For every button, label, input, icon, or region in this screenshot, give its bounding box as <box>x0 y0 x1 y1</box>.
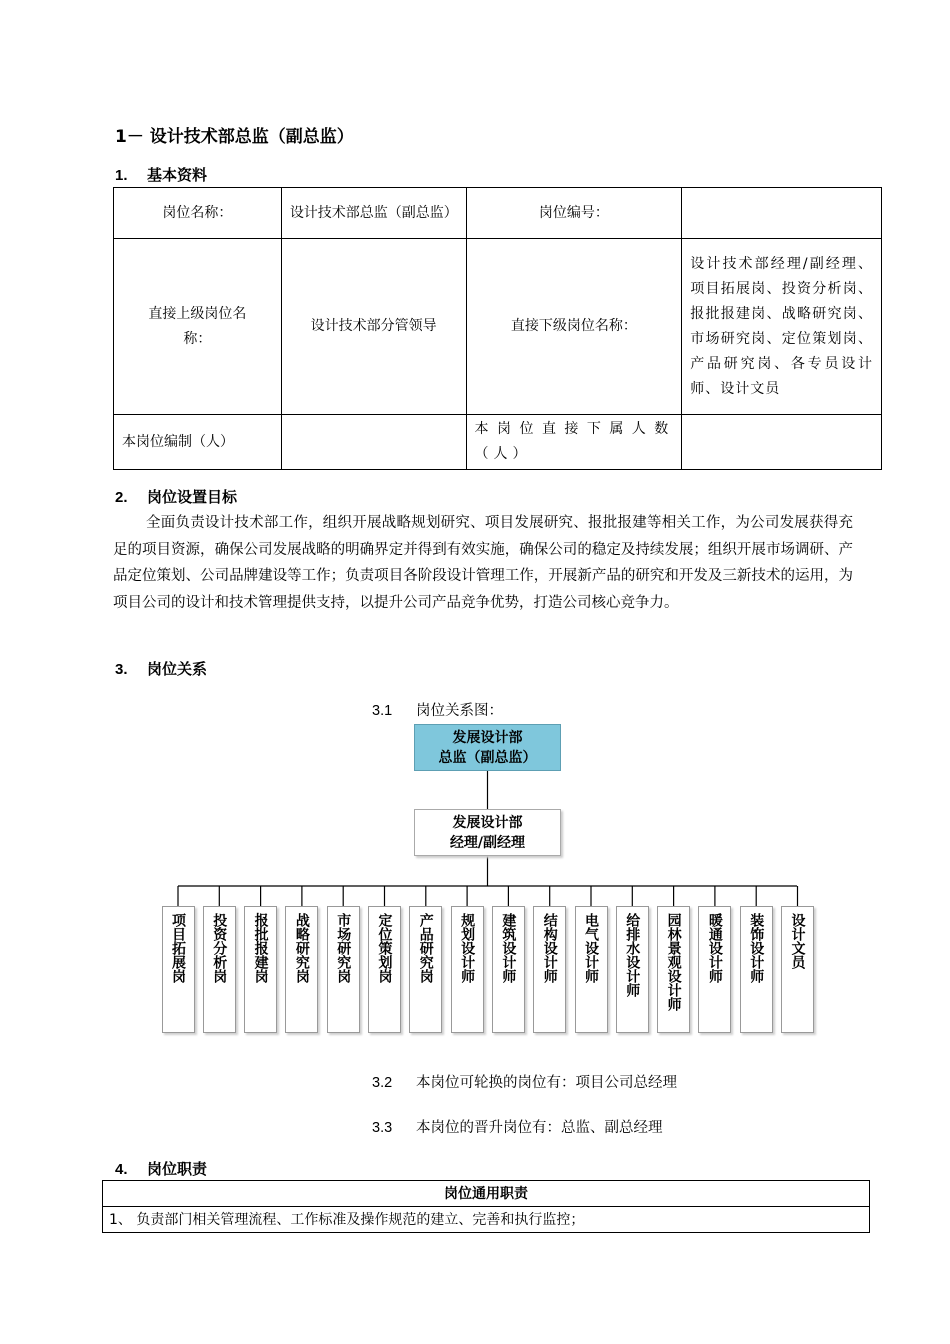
position-name-value: 设计技术部总监（副总监） <box>281 188 466 239</box>
org-subordinate-box <box>698 906 731 1033</box>
section-2-title: 岗位设置目标 <box>147 488 238 506</box>
section-4-heading <box>115 1158 207 1179</box>
org-manager-box <box>414 809 561 856</box>
org-subordinate-box <box>285 906 318 1033</box>
superior-label: 直接上级岗位名称： <box>114 239 282 415</box>
subordinate-label: 直接下级岗位名称： <box>466 239 682 415</box>
org-subordinate-box <box>162 906 195 1033</box>
position-code-label: 岗位编号： <box>466 188 682 239</box>
org-subordinate-box <box>368 906 401 1033</box>
org-subordinate-label: 装饰设计师 <box>748 913 765 983</box>
section-3-title: 岗位关系 <box>147 660 208 678</box>
org-subordinate-label: 投资分析岗 <box>211 913 228 983</box>
subsection-3-1-number: 3.1 <box>372 703 393 719</box>
document-title: 1－ 设计技术部总监（副总监） <box>115 127 354 147</box>
org-director-line2: 总监（副总监） <box>438 749 537 766</box>
subsection-3-3-text: 本岗位的晋升岗位有：总监、副总经理 <box>416 1120 663 1136</box>
org-subordinate-box <box>657 906 690 1033</box>
org-subordinate-box <box>492 906 525 1033</box>
duties-table <box>102 1180 870 1233</box>
org-subordinate-label: 报批报建岗 <box>252 913 269 983</box>
superior-value: 设计技术部分管领导 <box>281 239 466 415</box>
org-subordinate-label: 定位策划岗 <box>376 913 393 983</box>
org-subordinate-label: 暖通设计师 <box>706 913 723 983</box>
headcount-label: 本岗位编制（人） <box>114 415 282 470</box>
subsection-3-3-number: 3.3 <box>372 1120 393 1136</box>
org-subordinate-label: 电气设计师 <box>583 913 599 983</box>
org-subordinate-box <box>575 906 608 1033</box>
objective-paragraph: 全面负责设计技术部工作，组织开展战略规划研究、项目发展研究、报批报建等相关工作，为公司发展获得充足的项目资源，确保公司发展战略的明确界定并得到有效实施，确保公司的稳定及持续发展；组织开展市场调研、产品定位策划、公司品牌建设等工作；负责项目各阶段设计管理工作，开展新产品的研究和开发及三新技术的运用，为项目公司的设计和技术管理提供支持，以提升公司产品竞争优势，打造公司核心竞争力。 <box>113 515 853 611</box>
org-subordinate-label: 园林景观设计师 <box>665 913 682 1011</box>
org-subordinate-box <box>616 906 649 1033</box>
org-subordinate-box <box>451 906 484 1033</box>
direct-reports-label: 本岗位直接下属人数（人） <box>466 415 682 470</box>
org-subordinate-label: 战略研究岗 <box>293 913 310 983</box>
subsection-3-2-number: 3.2 <box>372 1075 393 1091</box>
org-subordinate-box <box>244 906 277 1033</box>
subordinate-value: 设计技术部经理/副经理、项目拓展岗、投资分析岗、报批报建岗、战略研究岗、市场研究岗、定位策划岗、产品研究岗、各专员设计师、设计文员 <box>682 239 882 415</box>
org-subordinate-box <box>327 906 360 1033</box>
section-2-number: 2. <box>115 489 128 506</box>
duties-header: 岗位通用职责 <box>103 1181 870 1207</box>
section-3-number: 3. <box>115 661 128 678</box>
subsection-3-2 <box>372 1071 677 1092</box>
subsection-3-3 <box>372 1116 663 1137</box>
section-4-title: 岗位职责 <box>147 1160 208 1178</box>
section-1-number: 1. <box>115 167 128 184</box>
org-subordinate-label: 规划设计师 <box>459 913 476 983</box>
org-subordinate-label: 结构设计师 <box>541 913 558 983</box>
org-director-line1: 发展设计部 <box>452 729 523 746</box>
org-subordinate-box <box>203 906 236 1033</box>
org-manager-line2: 经理/副经理 <box>449 834 526 851</box>
org-subordinate-box <box>409 906 442 1033</box>
org-subordinate-label: 设计文员 <box>789 913 806 969</box>
org-manager-line1: 发展设计部 <box>452 814 523 831</box>
section-4-number: 4. <box>115 1161 128 1178</box>
subsection-3-1-text: 岗位关系图： <box>416 703 503 719</box>
org-director-box <box>414 724 561 771</box>
duty-item: 1、 负责部门相关管理流程、工作标准及操作规范的建立、完善和执行监控； <box>103 1207 870 1233</box>
org-subordinate-box <box>533 906 566 1033</box>
org-subordinate-label: 建筑设计师 <box>500 913 517 983</box>
org-subordinate-label: 给排水设计师 <box>624 913 641 997</box>
org-subordinate-label: 项目拓展岗 <box>170 913 186 983</box>
org-subordinate-box <box>740 906 773 1033</box>
org-subordinate-label: 市场研究岗 <box>335 913 352 983</box>
section-1-title: 基本资料 <box>147 166 208 184</box>
org-subordinate-label: 产品研究岗 <box>417 913 434 983</box>
org-subordinate-box <box>781 906 814 1033</box>
subsection-3-2-text: 本岗位可轮换的岗位有：项目公司总经理 <box>416 1075 677 1091</box>
position-name-label: 岗位名称： <box>114 188 282 239</box>
